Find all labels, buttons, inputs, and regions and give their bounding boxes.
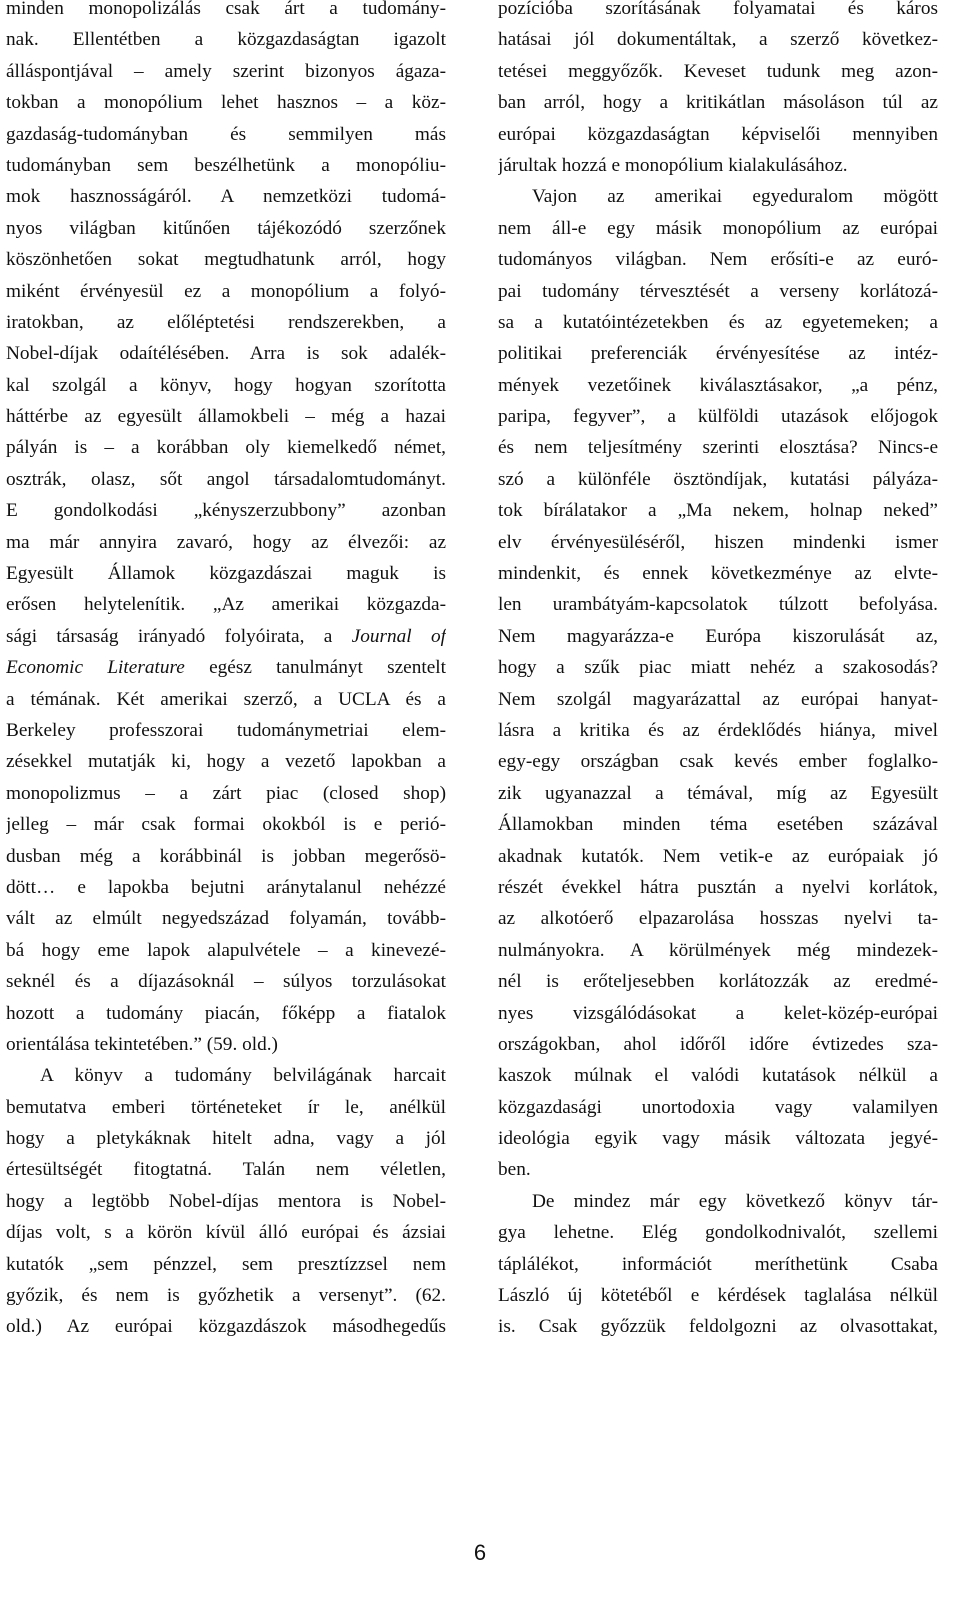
left-column-text-line: álláspontjával – amely szerint bizonyos ágaza- bbox=[6, 60, 446, 82]
right-column-text-line: nem áll-e egy másik monopólium az európai bbox=[498, 217, 938, 239]
left-column-text-line: Nobel-díjak odaítélésében. Arra is sok adalék- bbox=[6, 343, 446, 365]
right-column-text-line: az alkotóerő elpazarolása hosszas nyelvi ta- bbox=[498, 908, 938, 930]
left-column-text-line: gazdaság-tudományban és semmilyen más bbox=[6, 123, 446, 145]
right-column-text-line: sa a kutatóintézetekben és az egyetemeken; a bbox=[498, 311, 938, 333]
left-column-text-line: győzik, és nem is győzhetik a versenyt”. (62. bbox=[6, 1285, 446, 1307]
left-column-text-line: hogy a pletykáknak hitelt adna, vagy a jól bbox=[6, 1128, 446, 1150]
left-column-text-line: tudományban sem beszélhetünk a monopóliu- bbox=[6, 154, 446, 176]
left-column-text-line: bemutatva emberi történeteket ír le, anélkül bbox=[6, 1096, 446, 1118]
left-column-text-line: monopolizmus – a zárt piac (closed shop) bbox=[6, 782, 446, 804]
right-column-text-line: Nem magyarázza-e Európa kiszorulását az, bbox=[498, 625, 938, 647]
right-column-text-line: László új kötetéből e kérdések taglalása nélkül bbox=[498, 1285, 938, 1307]
right-column-text-line: kaszok múlnak el valódi kutatások nélkül a bbox=[498, 1065, 938, 1087]
left-column-text-line: kal szolgál a könyv, hogy hogyan szorította bbox=[6, 374, 446, 396]
right-column-text-line: len urambátyám-kapcsolatok túlzott befolyása. bbox=[498, 594, 938, 616]
right-column-text-line: nél is erőteljesebben korlátozzák az eredmé- bbox=[498, 971, 938, 993]
left-column-text-line: háttérbe az egyesült államokbeli – még a hazai bbox=[6, 406, 446, 428]
left-column-text-line: dusban még a korábbinál is jobban megerősö- bbox=[6, 845, 446, 867]
right-column-text-line: tok bírálatakor a „Ma nekem, holnap neked” bbox=[498, 500, 938, 522]
right-column-text-line: zik ugyanazzal a témával, míg az Egyesült bbox=[498, 782, 938, 804]
right-column-text-line: mények vezetőinek kiválasztásakor, „a pénz, bbox=[498, 374, 938, 396]
left-column-text-line: E gondolkodási „kényszerzubbony” azonban bbox=[6, 500, 446, 522]
left-column-text-line: orientálása tekintetében.” (59. old.) bbox=[6, 1033, 278, 1055]
right-column-text-line: európai közgazdaságtan képviselői mennyiben bbox=[498, 123, 938, 145]
right-column-text-line: De mindez már egy következő könyv tár- bbox=[532, 1190, 938, 1212]
left-column-text-line: zésekkel mutatják ki, hogy a vezető lapokban a bbox=[6, 751, 446, 773]
left-column-text-line: pályán is – a korábban oly kiemelkedő német, bbox=[6, 437, 446, 459]
right-column-text-line: is. Csak győzzük feldolgozni az olvasottakat, bbox=[498, 1316, 938, 1338]
left-column-text-line: köszönhetően sokat megtudhatunk arról, hogy bbox=[6, 249, 446, 271]
left-column-text-line: vált az elmúlt negyedszázad folyamán, tovább- bbox=[6, 908, 446, 930]
left-column-text-line: ma már annyira zavaró, hogy az élvezői: az bbox=[6, 531, 446, 553]
left-column-text-line: seknél és a díjazásoknál – súlyos torzulásokat bbox=[6, 971, 446, 993]
left-column-text-line: jelleg – már csak formai okokból is e perió- bbox=[6, 814, 446, 836]
left-column-text-line: hozott a tudomány piacán, főképp a fiatalok bbox=[6, 1002, 446, 1024]
left-column-text-line: iratokban, az előléptetési rendszerekben, a bbox=[6, 311, 446, 333]
left-column-text-line: mok hasznosságáról. A nemzetközi tudomá- bbox=[6, 186, 446, 208]
right-column-text-line: elv érvényesüléséről, hiszen mindenki ismer bbox=[498, 531, 938, 553]
right-column-text-line: akadnak kutatók. Nem vetik-e az európaiak jó bbox=[498, 845, 938, 867]
right-column-text-line: paripa, fegyver”, a külföldi utazások előjogok bbox=[498, 406, 938, 428]
left-column-text-line: nak. Ellentétben a közgazdaságtan igazolt bbox=[6, 29, 446, 51]
right-column-text-line: tudományos világban. Nem erősíti-e az euró- bbox=[498, 249, 938, 271]
left-column-text-line: erősen helytelenítik. „Az amerikai közgazda- bbox=[6, 594, 446, 616]
right-column-text-line: egy-egy országban csak kevés ember foglalko- bbox=[498, 751, 938, 773]
right-column-text-line: szó a különféle ösztöndíjak, kutatási pályáza- bbox=[498, 468, 938, 490]
left-column-text-line: Berkeley professzorai tudománymetriai elem- bbox=[6, 719, 446, 741]
left-column-text-line: Egyesült Államok közgazdászai maguk is bbox=[6, 563, 446, 585]
left-column-text-line: tokban a monopólium lehet hasznos – a köz- bbox=[6, 92, 446, 114]
right-column-text-line: nyes vizsgálódásokat a kelet-közép-európai bbox=[498, 1002, 938, 1024]
right-column-text-line: pozícióba szorításának folyamatai és káros bbox=[498, 0, 938, 19]
left-text-column bbox=[6, 0, 446, 1343]
right-column-text-line: ban arról, hogy a kritikátlan másoláson túl az bbox=[498, 92, 938, 114]
right-column-text-line: táplálékot, információt meríthetünk Csaba bbox=[498, 1253, 938, 1275]
right-column-text-line: és nem teljesítmény szerinti elosztása? Nincs-e bbox=[498, 437, 938, 459]
right-column-text-line: részét évekkel hátra pusztán a nyelvi korlátok, bbox=[498, 876, 938, 898]
left-column-text-line: hogy a legtöbb Nobel-díjas mentora is Nobel- bbox=[6, 1190, 446, 1212]
left-column-text-line: értesültségét fitogtatná. Talán nem véletlen, bbox=[6, 1159, 446, 1181]
right-column-text-line: lásra a kritika és az érdeklődés hiánya, mivel bbox=[498, 719, 938, 741]
left-column-text-line: A könyv a tudomány belvilágának harcait bbox=[40, 1065, 446, 1087]
right-column-text-line: ben. bbox=[498, 1159, 531, 1181]
right-column-text-line: tetései meggyőzők. Keveset tudunk meg azon- bbox=[498, 60, 938, 82]
right-column-text-line: hogy a szűk piac miatt nehéz a szakosodás? bbox=[498, 657, 938, 679]
left-column-text-line: nyos világban kitűnően tájékozódó szerzőnek bbox=[6, 217, 446, 239]
right-column-text-line: hatásai jól dokumentáltak, a szerző következ- bbox=[498, 29, 938, 51]
right-column-text-line: ideológia egyik vagy másik változata jegyé- bbox=[498, 1128, 938, 1150]
left-column-text-line: a témának. Két amerikai szerző, a UCLA és a bbox=[6, 688, 446, 710]
right-column-text-line: közgazdasági unortodoxia vagy valamilyen bbox=[498, 1096, 938, 1118]
right-text-column bbox=[498, 0, 938, 1343]
right-column-text-line: Nem szolgál magyarázattal az európai hanyat- bbox=[498, 688, 938, 710]
left-column-text-line: minden monopolizálás csak árt a tudomány- bbox=[6, 0, 446, 19]
right-column-text-line: Vajon az amerikai egyeduralom mögött bbox=[532, 186, 938, 208]
right-column-text-line: pai tudomány térvesztését a verseny korlátozá- bbox=[498, 280, 938, 302]
left-column-text-line: bá hogy eme lapok alapulvétele – a kinevezé- bbox=[6, 939, 446, 961]
right-column-text-line: Államokban minden téma esetében százával bbox=[498, 814, 938, 836]
right-column-text-line: politikai preferenciák érvényesítése az intéz- bbox=[498, 343, 938, 365]
left-column-text-line: sági társaság irányadó folyóirata, a Journal of bbox=[6, 625, 446, 647]
right-column-text-line: gya lehetne. Elég gondolkodnivalót, szellemi bbox=[498, 1222, 938, 1244]
right-column-text-line: járultak hozzá e monopólium kialakulásához. bbox=[498, 154, 848, 176]
left-column-text-line: Economic Literature egész tanulmányt szentelt bbox=[6, 657, 446, 679]
right-column-text-line: nulmányokra. A körülmények még mindezek- bbox=[498, 939, 938, 961]
right-column-text-line: országokban, ahol időről időre évtizedes sza- bbox=[498, 1033, 938, 1055]
page-number: 6 bbox=[473, 1540, 487, 1565]
left-column-text-line: miként érvényesül ez a monopólium a folyó- bbox=[6, 280, 446, 302]
right-column-text-line: mindenkit, és ennek következménye az elvte- bbox=[498, 563, 938, 585]
left-column-text-line: díjas volt, s a körön kívül álló európai és ázsiai bbox=[6, 1222, 446, 1244]
left-column-text-line: old.) Az európai közgazdászok másodhegedűs bbox=[6, 1316, 446, 1338]
left-column-text-line: osztrák, olasz, sőt angol társadalomtudományt. bbox=[6, 468, 446, 490]
left-column-text-line: dött… e lapokba bejutni aránytalanul nehézzé bbox=[6, 876, 446, 898]
left-column-text-line: kutatók „sem pénzzel, sem presztízzsel nem bbox=[6, 1253, 446, 1275]
